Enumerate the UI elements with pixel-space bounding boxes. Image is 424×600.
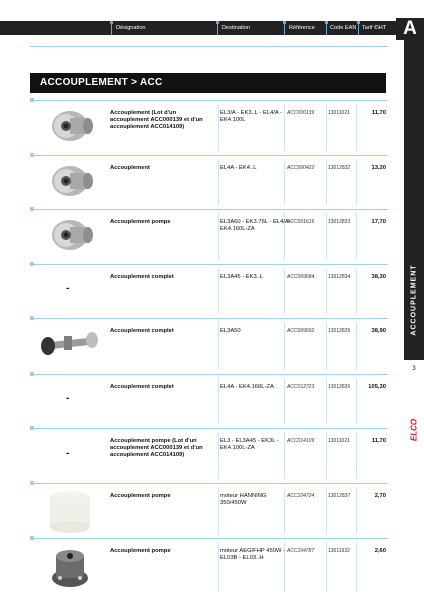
header-separator bbox=[358, 21, 359, 35]
product-designation: Accouplement pompe bbox=[110, 219, 171, 225]
product-ean: 13012836 bbox=[328, 384, 351, 390]
product-destination: moteur AEG/FHP 450W - EL03B - EL03..H bbox=[220, 548, 285, 561]
product-row bbox=[30, 374, 388, 428]
product-price: 11,70 bbox=[371, 438, 386, 444]
product-ean: 13011021 bbox=[328, 110, 350, 116]
product-reference: ACC012723 bbox=[287, 384, 315, 390]
header-tarif: Tarif €\HT bbox=[362, 25, 387, 31]
product-designation: Accouplement complet bbox=[110, 274, 174, 280]
product-designation: Accouplement complet bbox=[110, 328, 174, 334]
header-code-ean: Code EAN bbox=[330, 25, 357, 31]
section-title: ACCOUPLEMENT > ACC bbox=[40, 77, 163, 88]
product-image bbox=[36, 104, 104, 153]
product-reference: ACC104787 bbox=[287, 548, 315, 554]
product-destination: EL3A45 - EK3..L bbox=[220, 274, 264, 280]
product-destination: EL3/A - EK3..L - EL4/A - EK4.100L bbox=[220, 110, 282, 123]
row-divider bbox=[30, 483, 388, 484]
column-separator bbox=[218, 268, 219, 314]
row-divider bbox=[30, 318, 388, 319]
product-image bbox=[36, 487, 104, 540]
header-separator bbox=[326, 21, 327, 35]
header-separator bbox=[217, 21, 218, 35]
product-reference: ACC001616 bbox=[287, 219, 315, 225]
header-destination: Destination bbox=[222, 25, 250, 31]
product-reference: ACC000139 bbox=[287, 110, 315, 116]
product-price: 17,70 bbox=[371, 219, 386, 225]
product-destination: EL3A60 - EK3.76L - EL4/A - EK4.160L-ZA bbox=[220, 219, 292, 232]
row-divider bbox=[30, 428, 388, 429]
header-reference: Référence bbox=[289, 25, 315, 31]
product-price: 38,90 bbox=[371, 328, 386, 334]
product-destination: EL4A - EK4..L bbox=[220, 165, 257, 171]
column-separator bbox=[218, 322, 219, 370]
product-row bbox=[30, 428, 388, 483]
product-designation: Accouplement bbox=[110, 165, 150, 171]
column-separator bbox=[218, 159, 219, 205]
product-reference: ACC000422 bbox=[287, 165, 315, 171]
column-separator bbox=[218, 378, 219, 424]
row-divider bbox=[30, 538, 388, 539]
product-image bbox=[36, 159, 104, 208]
column-separator bbox=[218, 542, 219, 592]
page-number: 3 bbox=[404, 360, 424, 378]
side-section-label: ACCOUPLEMENT bbox=[410, 264, 418, 336]
product-image bbox=[36, 322, 104, 371]
row-divider bbox=[30, 374, 388, 375]
product-ean: 13012835 bbox=[328, 328, 351, 334]
product-reference: ACC009692 bbox=[287, 328, 315, 334]
product-image bbox=[36, 542, 104, 597]
table-header bbox=[0, 21, 404, 35]
column-separator bbox=[218, 432, 219, 479]
row-divider bbox=[30, 100, 388, 101]
column-separator bbox=[218, 213, 219, 260]
product-ean: 13012837 bbox=[328, 493, 351, 499]
product-designation: Accouplement complet bbox=[110, 384, 174, 390]
product-reference: ACC014109 bbox=[287, 438, 315, 444]
product-row bbox=[30, 483, 388, 538]
product-row bbox=[30, 318, 388, 374]
product-ean: 13012832 bbox=[328, 165, 351, 171]
elco-logo: ELCO bbox=[409, 418, 419, 442]
product-destination: moteur HANNING 350/450W bbox=[220, 493, 267, 506]
column-separator bbox=[218, 104, 219, 151]
product-price: 105,30 bbox=[368, 384, 386, 390]
row-divider bbox=[30, 209, 388, 210]
product-row bbox=[30, 155, 388, 209]
product-price: 2,60 bbox=[374, 548, 386, 554]
row-divider bbox=[30, 155, 388, 156]
product-price: 2,70 bbox=[374, 493, 386, 499]
product-destination: EL3 - EL3A45 - EK3L - EK4.100L-ZA bbox=[220, 438, 279, 451]
no-image-dash: - bbox=[66, 393, 70, 404]
product-price: 11,70 bbox=[371, 110, 386, 116]
product-ean: 13012833 bbox=[328, 219, 351, 225]
product-row bbox=[30, 209, 388, 264]
product-image bbox=[36, 213, 104, 262]
product-row bbox=[30, 538, 388, 596]
product-reference: ACC104724 bbox=[287, 493, 315, 499]
header-separator bbox=[284, 21, 285, 35]
column-separator bbox=[218, 487, 219, 534]
product-row bbox=[30, 264, 388, 318]
product-reference: ACC009684 bbox=[287, 274, 315, 280]
product-destination: EL4A - EK4.160L-ZA bbox=[220, 384, 274, 390]
divider bbox=[30, 46, 388, 47]
product-ean: 13012834 bbox=[328, 274, 351, 280]
product-designation: Accouplement (Lot d'un accouplement ACC000139 et d'un accouplement ACC014109) bbox=[110, 110, 203, 130]
no-image-dash: - bbox=[66, 448, 70, 459]
product-destination: EL3A50 bbox=[220, 328, 241, 334]
no-image-dash: - bbox=[66, 283, 70, 294]
product-designation: Accouplement pompe (Lot d'un accouplement ACC000139 et d'un accouplement ACC014109) bbox=[110, 438, 203, 458]
header-designation: Désignation bbox=[116, 25, 146, 31]
product-ean: 13011021 bbox=[328, 438, 350, 444]
product-ean: 13011932 bbox=[328, 548, 350, 554]
product-price: 13,20 bbox=[371, 165, 386, 171]
header-separator bbox=[111, 21, 112, 35]
product-row bbox=[30, 100, 388, 155]
row-divider bbox=[30, 264, 388, 265]
section-title-bar bbox=[30, 73, 386, 93]
section-letter-tab[interactable]: A bbox=[396, 18, 424, 40]
product-designation: Accouplement pompe bbox=[110, 493, 171, 499]
product-designation: Accouplement pompe bbox=[110, 548, 171, 554]
product-price: 38,30 bbox=[371, 274, 386, 280]
